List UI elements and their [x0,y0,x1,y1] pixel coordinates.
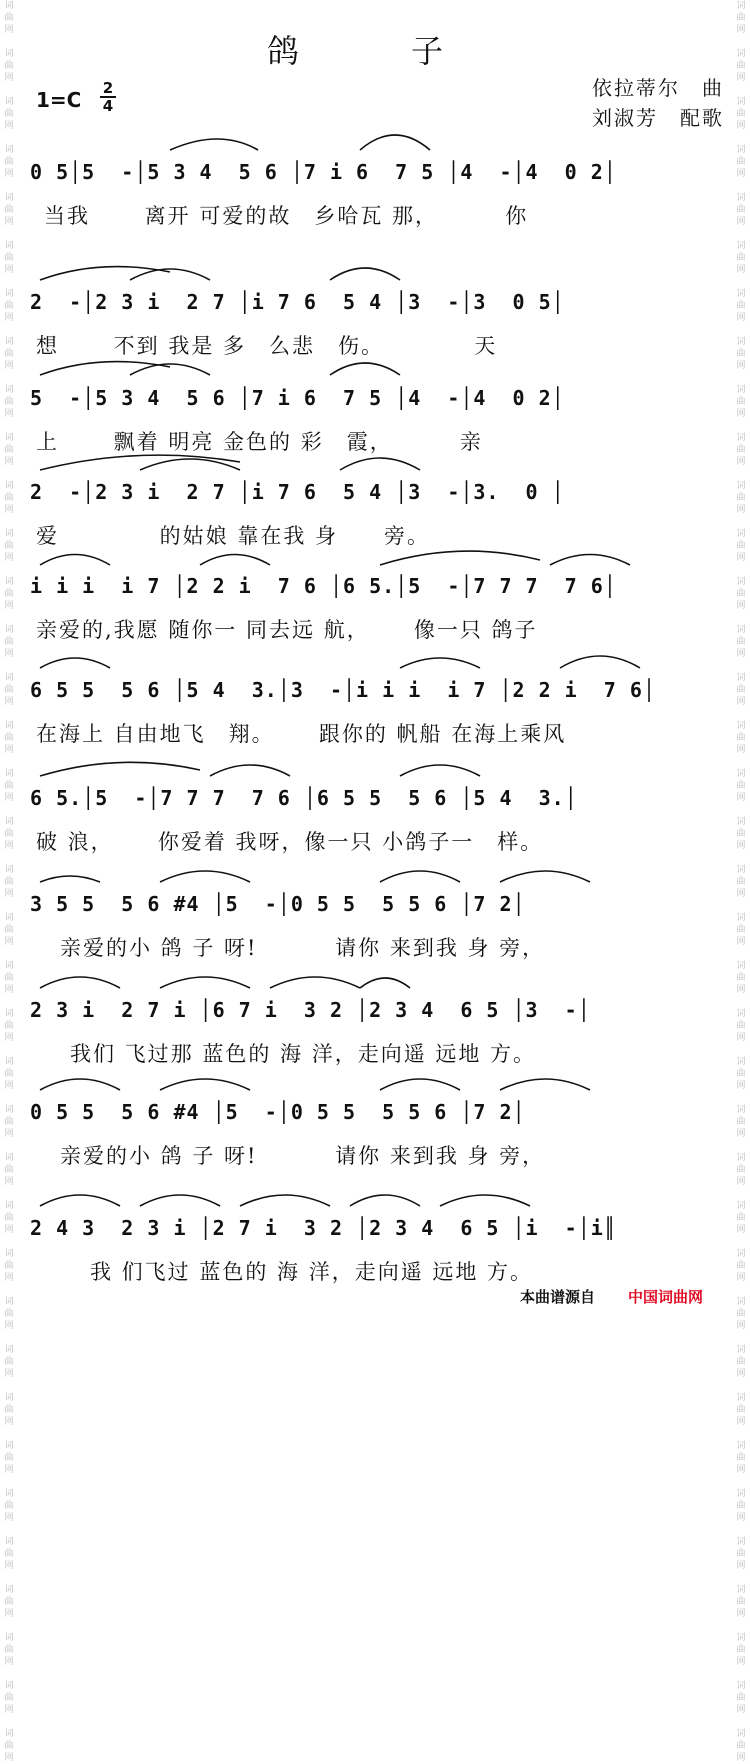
notation-row-8: 3 5 5 5 6 #4 │5 -│0 5 5 5 5 6 │7 2│ [30,892,526,916]
lyric-row-4: 爱 的姑娘 靠在我 身 旁。 [36,524,431,548]
notation-row-1: 0 5│5 -│5 3 4 5 6 │7 i 6 7 5 │4 -│4 0 2│ [30,160,617,184]
lyric-row-3: 上 飘着 明亮 金色的 彩 霞， 亲 [36,430,483,454]
notation-row-6: 6 5 5 5 6 │5 4 3.│3 -│i i i i 7 │2 2 i 7 6│ [30,678,656,702]
lyric-row-6: 在海上 自由地飞 翔。 跟你的 帆船 在海上乘风 [36,722,567,746]
key-signature: 1=C [36,88,82,112]
song-title: 鸽 子 [266,32,483,70]
lyric-row-9: 我们 飞过那 蓝色的 海 洋，走向遥 远地 方。 [70,1042,537,1066]
lyric-row-7: 破 浪， 你爱着 我呀，像一只 小鸽子一 样。 [36,830,544,854]
lyric-row-8: 亲爱的小 鸽 子 呀! 请你 来到我 身 旁， [60,936,546,960]
notation-row-4: 2 -│2 3 i 2 7 │i 7 6 5 4 │3 -│3. 0 │ [30,480,565,504]
notation-row-11: 2 4 3 2 3 i │2 7 i 3 2 │2 3 4 6 5 │i -│i║ [30,1216,617,1240]
meter-top: 2 [102,79,114,97]
source-site: 中国词曲网 [628,1288,704,1306]
lyric-row-2: 想 不到 我是 多 么悲 伤。 天 [36,334,498,358]
lyric-row-10: 亲爱的小 鸽 子 呀! 请你 来到我 身 旁， [60,1144,546,1168]
notation-row-3: 5 -│5 3 4 5 6 │7 i 6 7 5 │4 -│4 0 2│ [30,386,565,410]
notation-row-2: 2 -│2 3 i 2 7 │i 7 6 5 4 │3 -│3 0 5│ [30,290,565,314]
composer-credit: 依拉蒂尔 曲 [592,76,724,100]
watermark-right: 词 曲 网 词 曲 网 词 曲 网 词 曲 网 词 曲 网 词 曲 网 词 曲 网 词 曲 网 词 曲 网 词 曲 网 词 曲 网 词 曲 网 词 曲 网 词 曲 网 词 曲 网 词 曲 网 词 曲 网 词 曲 网 词 曲 网 词 曲 网 词 曲 网 词 曲 网 词 曲 网 词 曲 网 词 曲 网 词 曲 网 词 曲 网 词 曲 网 词 曲 网 词 曲 网 词 曲 网 词 曲 网 词 曲 网 词 曲 网 词 曲 网 词 曲 网 词 曲 网 [736,1,746,1763]
source-label: 本曲谱源自 [520,1288,596,1306]
lyric-row-11: 我 们飞过 蓝色的 海 洋，走向遥 远地 方。 [90,1260,534,1284]
notation-row-10: 0 5 5 5 6 #4 │5 -│0 5 5 5 5 6 │7 2│ [30,1100,526,1124]
meter-bottom: 4 [102,97,114,115]
notation-row-5: i i i i 7 │2 2 i 7 6 │6 5.│5 -│7 7 7 7 6│ [30,574,617,598]
lyric-row-5: 亲爱的,我愿 随你一 同去远 航， 像一只 鸽子 [36,618,538,642]
lyric-row-1: 当我 离开 可爱的故 乡哈瓦 那， 你 [44,204,529,228]
watermark-left: 词 曲 网 词 曲 网 词 曲 网 词 曲 网 词 曲 网 词 曲 网 词 曲 网 词 曲 网 词 曲 网 词 曲 网 词 曲 网 词 曲 网 词 曲 网 词 曲 网 词 曲 网 词 曲 网 词 曲 网 词 曲 网 词 曲 网 词 曲 网 词 曲 网 词 曲 网 词 曲 网 词 曲 网 词 曲 网 词 曲 网 词 曲 网 词 曲 网 词 曲 网 词 曲 网 词 曲 网 词 曲 网 词 曲 网 词 曲 网 词 曲 网 词 曲 网 词 曲 网 [4,1,14,1763]
notation-row-7: 6 5.│5 -│7 7 7 7 6 │6 5 5 5 6 │5 4 3.│ [30,786,578,810]
lyricist-credit: 刘淑芳 配歌 [592,106,724,130]
notation-row-9: 2 3 i 2 7 i │6 7 i 3 2 │2 3 4 6 5 │3 -│ [30,998,591,1022]
